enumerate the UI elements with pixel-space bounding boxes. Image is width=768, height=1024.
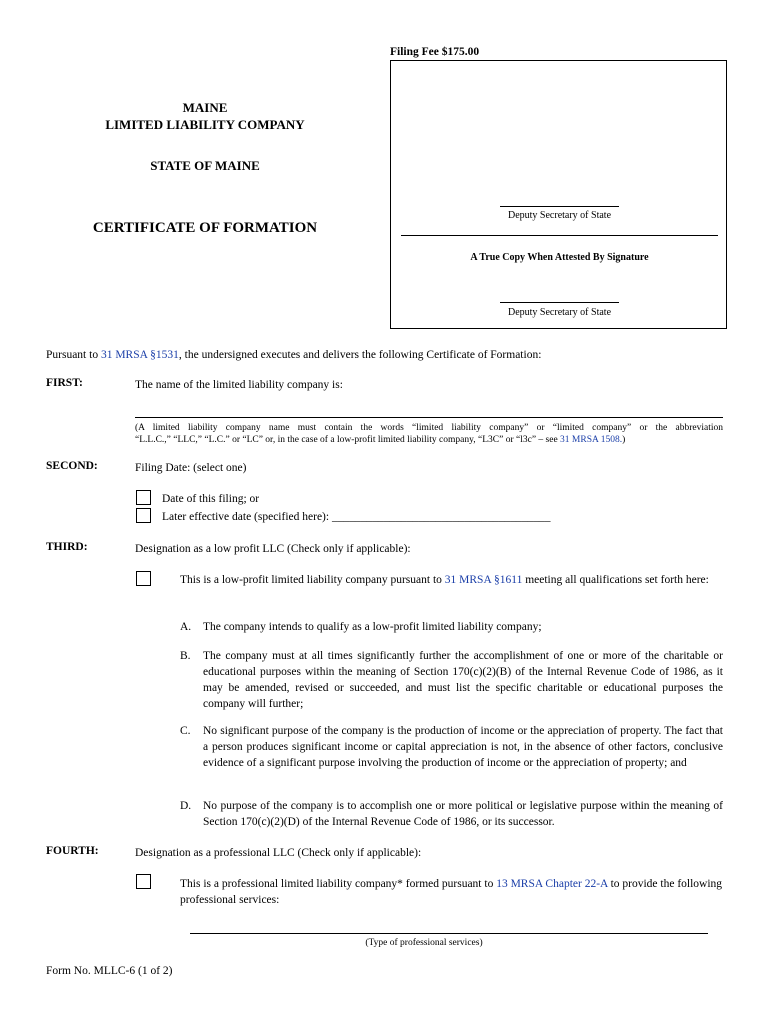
- state-line-2: LIMITED LIABILITY COMPANY: [105, 117, 305, 132]
- second-text: Filing Date: (select one): [135, 462, 247, 474]
- second-label: SECOND:: [46, 460, 98, 472]
- intro-suffix: , the undersigned executes and delivers the following Certificate of Formation:: [178, 349, 542, 361]
- statute-link-1531[interactable]: 31 MRSA §1531: [100, 349, 179, 361]
- statute-link-1508[interactable]: 31 MRSA 1508.: [560, 435, 623, 445]
- option-later-effective-date: Later effective date (specified here): ______________________________________: [162, 511, 551, 523]
- third-text: Designation as a low profit LLC (Check only if applicable):: [135, 543, 411, 555]
- checkbox-professional-llc[interactable]: [136, 874, 151, 889]
- signature-line-2: [500, 302, 619, 303]
- deputy-caption-1: Deputy Secretary of State: [507, 210, 612, 221]
- option-date-of-filing: Date of this filing; or: [162, 493, 260, 505]
- low-profit-statement: [180, 572, 723, 588]
- checkbox-date-of-filing[interactable]: [136, 490, 151, 505]
- statute-link-ch22a[interactable]: 13 MRSA Chapter 22-A: [496, 878, 608, 890]
- filing-stamp-box: [390, 60, 727, 329]
- intro-prefix: Pursuant to: [46, 349, 101, 361]
- item-c-letter: C.: [180, 725, 191, 737]
- signature-line-1: [500, 206, 619, 207]
- item-b-text: The company must at all times significantly further the accomplishment of one or more of the charitable or educational purposes within the meaning of Section 170(c)(2)(B) of the Internal Revenue Code of 1986, as it may be amended, revised or succeeded, and must list the specific charitable or educational purposes the company will further;: [203, 650, 723, 710]
- first-note: [135, 422, 723, 446]
- first-text: The name of the limited liability company is:: [135, 379, 343, 391]
- item-a-text: The company intends to qualify as a low-profit limited liability company;: [203, 621, 542, 633]
- intro-text: [46, 347, 736, 363]
- professional-statement: [180, 876, 723, 908]
- state-of-maine: STATE OF MAINE: [150, 158, 260, 173]
- true-copy-caption: A True Copy When Attested By Signature: [470, 252, 649, 263]
- first-note-prefix: “L.L.C.,” “LLC,” “L.C.” or “LC” or, in the case of a low-profit limited liability company, “L3C” or “l3c” – see: [135, 435, 561, 445]
- professional-prefix: This is a professional limited liability company* formed pursuant to: [180, 878, 497, 890]
- first-note-line-1: (A limited liability company name must contain the words “limited liability company” or “limited company” or the abbreviation: [135, 423, 723, 433]
- first-note-line-2: [135, 434, 723, 446]
- professional-suffix: to provide the following professional services:: [180, 878, 723, 906]
- fourth-text: Designation as a professional LLC (Check only if applicable):: [135, 847, 422, 859]
- third-label: THIRD:: [46, 541, 88, 553]
- statute-link-1611[interactable]: 31 MRSA §1611: [444, 574, 523, 586]
- item-b-letter: B.: [180, 650, 191, 662]
- item-d-letter: D.: [180, 800, 192, 812]
- state-line-1: MAINE: [182, 100, 228, 115]
- filing-fee: Filing Fee $175.00: [390, 46, 480, 58]
- first-note-suffix: ): [622, 435, 626, 445]
- stamp-divider: [401, 235, 718, 236]
- deputy-caption-2: Deputy Secretary of State: [507, 307, 612, 318]
- low-profit-prefix: This is a low-profit limited liability company pursuant to: [180, 574, 445, 586]
- company-name-line[interactable]: [135, 417, 723, 418]
- professional-services-caption: (Type of professional services): [365, 938, 483, 948]
- checkbox-low-profit[interactable]: [136, 571, 151, 586]
- professional-services-line[interactable]: [190, 933, 708, 934]
- item-c-text: No significant purpose of the company is the production of income or the appreciation of property. The fact that a person produces significant income or capital appreciation is not, in the absence of other factors, conclusive evidence of a significant purpose involving the production of income or the appreciation of property; and: [203, 725, 723, 769]
- certificate-title: CERTIFICATE OF FORMATION: [92, 220, 318, 236]
- low-profit-suffix: meeting all qualifications set forth here:: [522, 574, 709, 586]
- first-label: FIRST:: [46, 377, 83, 389]
- item-a-letter: A.: [180, 621, 192, 633]
- fourth-label: FOURTH:: [46, 845, 99, 857]
- item-d-text: No purpose of the company is to accomplish one or more political or legislative purpose within the meaning of Section 170(c)(2)(D) of the Internal Revenue Code of 1986, or its successor.: [203, 800, 723, 828]
- form-number: Form No. MLLC-6 (1 of 2): [46, 965, 173, 977]
- checkbox-later-effective-date[interactable]: [136, 508, 151, 523]
